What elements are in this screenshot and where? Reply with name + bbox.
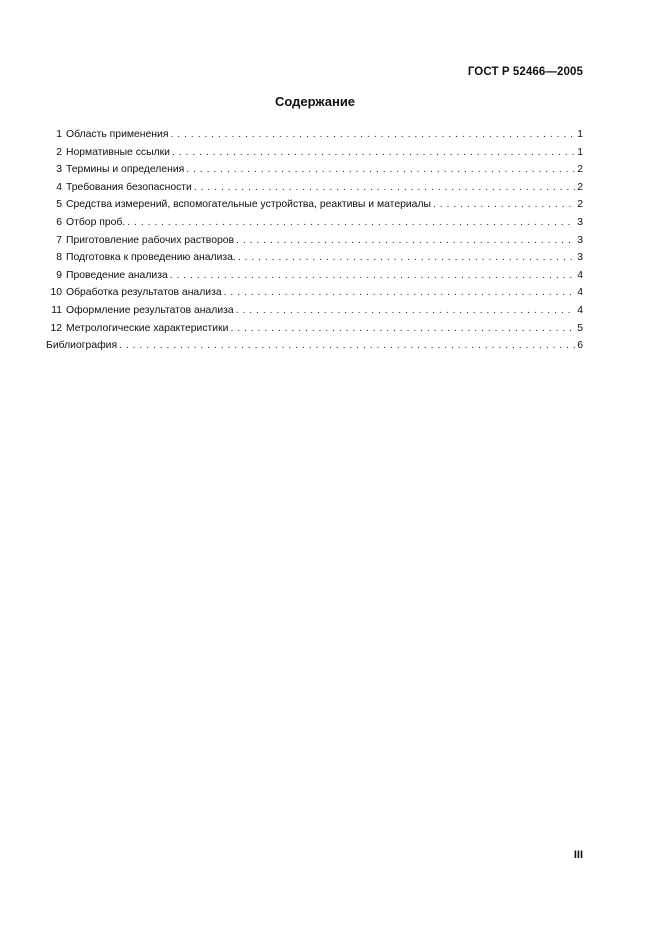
toc-entry-label: Проведение анализа: [66, 269, 168, 281]
toc-leader-dots: [127, 214, 575, 232]
toc-entry-page: 4: [577, 269, 583, 281]
toc-leader-dots: [172, 144, 575, 162]
toc-entry-page: 5: [577, 322, 583, 334]
toc-entry[interactable]: [46, 126, 583, 144]
toc-leader-dots: [224, 284, 576, 302]
toc-entry-number: 11: [51, 304, 62, 316]
toc-leader-dots: [236, 232, 575, 250]
toc-leader-dots: [230, 320, 575, 338]
page-number: III: [573, 849, 583, 861]
toc-entry-bibliography[interactable]: [46, 337, 583, 355]
toc-entry[interactable]: [46, 232, 583, 250]
toc-entry-label: Средства измерений, вспомогательные устройства, реактивы и материалы: [66, 199, 431, 211]
toc-entry-number: 7: [56, 234, 62, 246]
toc-entry-label: Требования безопасности: [66, 181, 192, 193]
toc-entry-label: Оформление результатов анализа: [66, 304, 234, 316]
toc-entry[interactable]: [46, 179, 583, 197]
toc-leader-dots: [119, 337, 575, 355]
toc-title: Содержание: [274, 94, 356, 109]
toc-entry[interactable]: [46, 161, 583, 179]
toc-entry-number: 2: [56, 146, 62, 158]
toc-entry-page: 6: [577, 340, 583, 352]
toc-entry-label: Приготовление рабочих растворов: [66, 234, 235, 246]
toc-entry-label: Отбор проб.: [66, 216, 126, 228]
toc-entry-page: 3: [577, 252, 583, 264]
toc-entry[interactable]: [46, 267, 583, 285]
toc-leader-dots: [186, 161, 575, 179]
toc-entry-label: Подготовка к проведению анализа.: [66, 252, 236, 264]
toc-leader-dots: [236, 302, 576, 320]
toc-entry-number: 8: [56, 252, 62, 264]
toc-entry[interactable]: [46, 320, 583, 338]
toc-entry-label: Обработка результатов анализа: [66, 287, 222, 299]
toc-entry-number: 4: [56, 181, 62, 193]
toc-entry-number: 10: [50, 287, 62, 299]
toc-entry[interactable]: [46, 302, 583, 320]
toc-entry-page: 4: [577, 287, 583, 299]
toc-entry-page: 3: [577, 234, 583, 246]
toc-entry-page: 1: [577, 146, 583, 158]
toc-entry-label: Область применения: [66, 129, 169, 140]
toc-entry[interactable]: [46, 196, 583, 214]
toc-leader-dots: [170, 126, 575, 144]
toc-entry[interactable]: [46, 284, 583, 302]
toc-leader-dots: [238, 249, 575, 267]
toc-entry-number: 3: [56, 164, 62, 176]
toc-entry-number: 12: [50, 322, 62, 334]
toc-leader-dots: [433, 196, 575, 214]
toc-entry[interactable]: [46, 249, 583, 267]
toc-entry-page: 4: [577, 304, 583, 316]
toc-entry-label: Термины и определения: [66, 164, 185, 176]
toc-leader-dots: [194, 179, 575, 197]
toc-entry-number: 6: [56, 216, 62, 228]
toc-entry-label: Библиография: [46, 340, 118, 352]
toc-entry-page: 2: [577, 181, 583, 193]
toc-entry-number: 9: [56, 269, 62, 281]
toc-entry-number: 1: [56, 129, 62, 140]
toc-entry-number: 5: [56, 199, 62, 211]
toc-entry[interactable]: [46, 144, 583, 162]
document-code: ГОСТ Р 52466—2005: [467, 66, 583, 78]
toc-entry-label: Метрологические характеристики: [66, 322, 229, 334]
toc-entry-label: Нормативные ссылки: [66, 146, 170, 158]
toc-entry-page: 3: [577, 216, 583, 228]
toc-entry-page: 2: [577, 199, 583, 211]
toc-entry-page: 2: [577, 164, 583, 176]
toc-entry-page: 1: [577, 129, 583, 140]
table-of-contents: [46, 126, 583, 355]
toc-entry[interactable]: [46, 214, 583, 232]
toc-leader-dots: [170, 267, 575, 285]
